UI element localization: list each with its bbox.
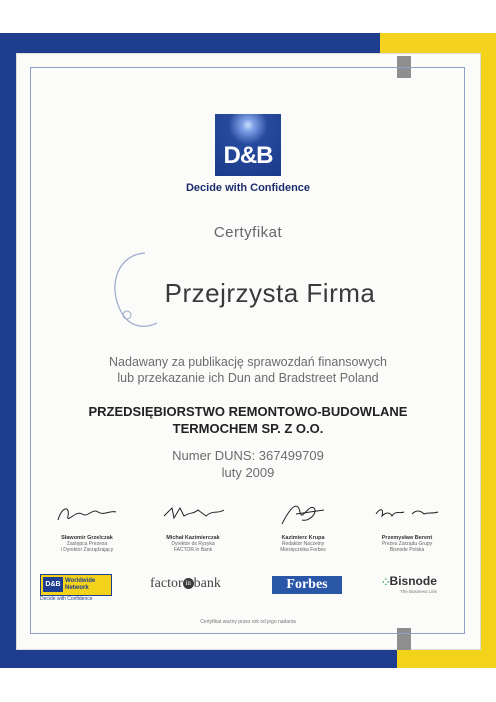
issue-date: luty 2009 [221,465,275,480]
signature-icon [52,500,122,528]
subtitle-line-1: Nadawany za publikację sprawozdań finansowych [109,355,387,369]
certificate-title: Przejrzysta Firma [164,278,376,308]
certificate-label: Certyfikat [213,224,283,241]
factor-badge: in [183,578,194,589]
signature-block [148,500,238,553]
signatory-role: Bisnode Polska [389,547,425,553]
company-name [40,403,456,437]
signatory-role: Miesięcznika Forbes [280,547,326,553]
dnb-partner-tagline: Decide with Confidence [40,596,93,602]
signatory-role: i Dyrektor Zarządzający [60,547,114,553]
validity-note: Certyfikat ważny przez rok od jego nadania [200,619,296,625]
subtitle-line-2: lub przekazanie ich Dun and Bradstreet Poland [117,371,379,385]
factor-text: factor [150,576,183,591]
signatory-role: Dyrektor ds Ryzyka [171,541,215,547]
signatory-name: Michał Kazimierczak [166,535,220,541]
frame-accent [380,33,496,53]
logo-tagline: Decide with Confidence [185,182,311,194]
duns-number: Numer DUNS: 367499709 [172,448,324,463]
company-name-line-1: PRZEDSIĘBIORSTWO REMONTOWO-BUDOWLANE [88,404,408,419]
factor-in-bank-logo [150,576,221,592]
dnb-network-text [65,578,95,592]
dnb-logo-text: D&B [223,142,273,169]
signatory-name: Przemysław Berent [381,535,433,541]
signature-icon [268,500,338,528]
signature-icon [372,500,442,528]
bisnode-text: Bisnode [389,574,437,588]
signatory-role: FACTOR in Bank [173,547,213,553]
signatory-role: Prezes Zarządu Grupy [381,541,433,547]
signatory-name: Sławomir Grzelczak [61,535,113,541]
dnb-logo [215,114,281,176]
signature-icon [158,500,228,528]
signatory-role: Zastępca Prezesa [66,541,108,547]
dnb-network-line-1: Worldwide [65,578,96,584]
bisnode-dots-icon: ⁘ [382,577,390,587]
bisnode-logo [382,574,437,588]
signatory-name: Kazimierz Krupa [281,535,325,541]
bank-text: bank [193,576,221,591]
signature-block [42,500,132,553]
dnb-mark: D&B [43,577,63,592]
bisnode-tagline: The Business Link [400,589,437,594]
forbes-logo: Forbes [272,576,342,594]
duns-block [80,447,416,481]
signatory-role: Redaktor Naczelny [281,541,325,547]
signature-block [258,500,348,553]
dnb-worldwide-logo [40,574,112,596]
signature-block [362,500,452,553]
partner-logos [40,572,460,602]
dnb-network-line-2: Network [65,585,89,591]
company-name-line-2: TERMOCHEM SP. Z O.O. [172,421,324,436]
certificate-subtitle [50,354,446,386]
